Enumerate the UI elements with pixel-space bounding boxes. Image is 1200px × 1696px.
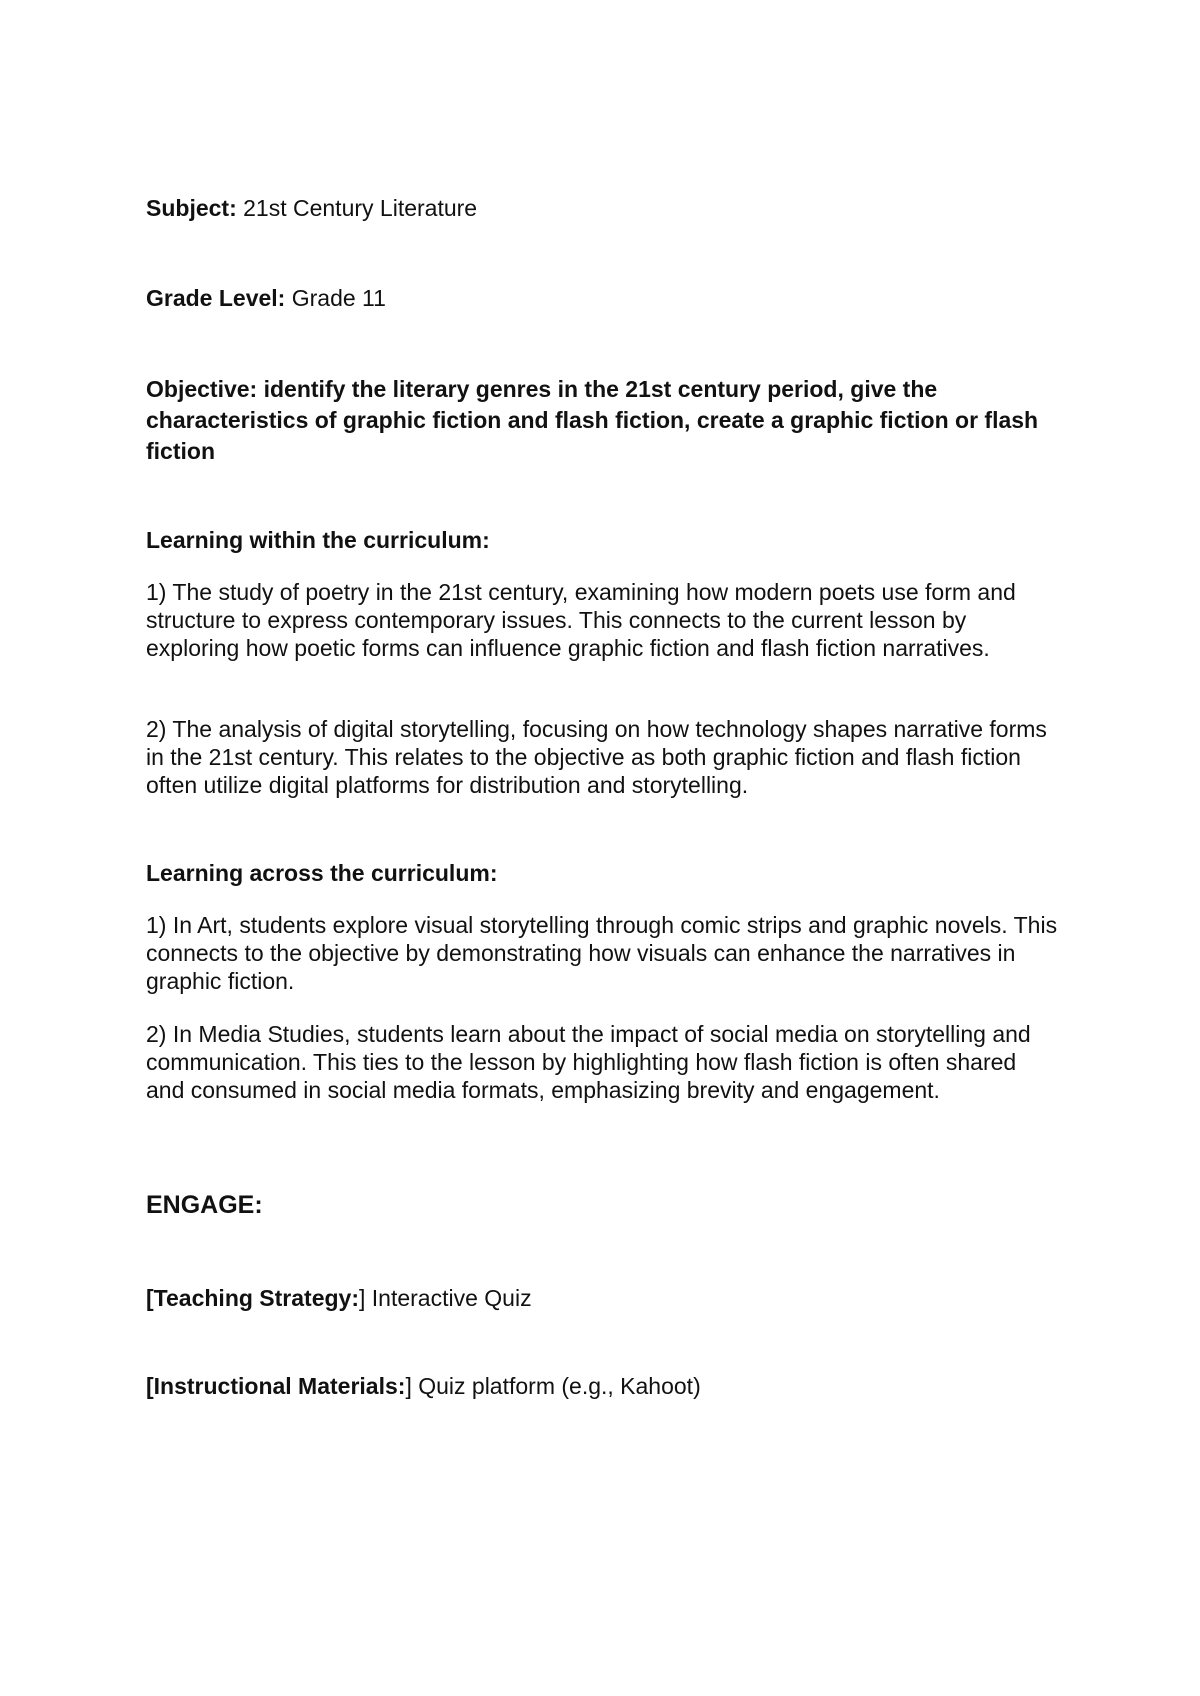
instructional-materials-bracket: ] — [405, 1373, 412, 1399]
instructional-materials-label: [Instructional Materials: — [146, 1373, 406, 1399]
teaching-strategy-value: Interactive Quiz — [365, 1285, 532, 1311]
teaching-strategy-line — [146, 1284, 1076, 1312]
grade-level-line — [146, 284, 1076, 312]
instructional-materials-value: Quiz platform (e.g., Kahoot) — [411, 1373, 701, 1399]
learning-within-item-1: 1) The study of poetry in the 21st century, examining how modern poets use form and structure to express contemporary issues. This connects to the current lesson by exploring how poetic forms can influence graphic fiction and flash fiction narratives. — [146, 579, 1016, 661]
grade-level-label: Grade Level: — [146, 285, 286, 311]
teaching-strategy-label: [Teaching Strategy: — [146, 1285, 359, 1311]
teaching-strategy-bracket: ] — [359, 1285, 366, 1311]
learning-across-heading: Learning across the curriculum: — [146, 860, 498, 886]
learning-across-item-2: 2) In Media Studies, students learn about the impact of social media on storytelling and communication. This ties to the lesson by highlighting how flash fiction is often shared and consumed in social media formats, emphasizing brevity and engagement. — [146, 1021, 1031, 1103]
objective-value: identify the literary genres in the 21st century period, give the characteristics of graphic fiction and flash fiction, create a graphic fiction or flash fiction — [146, 376, 1039, 464]
subject-value: 21st Century Literature — [236, 195, 478, 221]
instructional-materials-line — [146, 1372, 1076, 1400]
objective-label: Objective: — [146, 376, 258, 402]
learning-across-item-1: 1) In Art, students explore visual storytelling through comic strips and graphic novels. This connects to the objective by demonstrating how visuals can enhance the narratives in graphic fiction. — [146, 912, 1058, 994]
objective-paragraph — [146, 374, 1046, 467]
learning-within-heading: Learning within the curriculum: — [146, 527, 490, 553]
grade-level-value: Grade 11 — [285, 285, 386, 311]
engage-heading: ENGAGE: — [146, 1191, 263, 1219]
subject-line — [146, 194, 1076, 222]
subject-label: Subject: — [146, 195, 237, 221]
learning-within-item-2: 2) The analysis of digital storytelling, focusing on how technology shapes narrative forms in the 21st century. This relates to the objective as both graphic fiction and flash fiction often utilize digital platforms for distribution and storytelling. — [146, 716, 1047, 798]
